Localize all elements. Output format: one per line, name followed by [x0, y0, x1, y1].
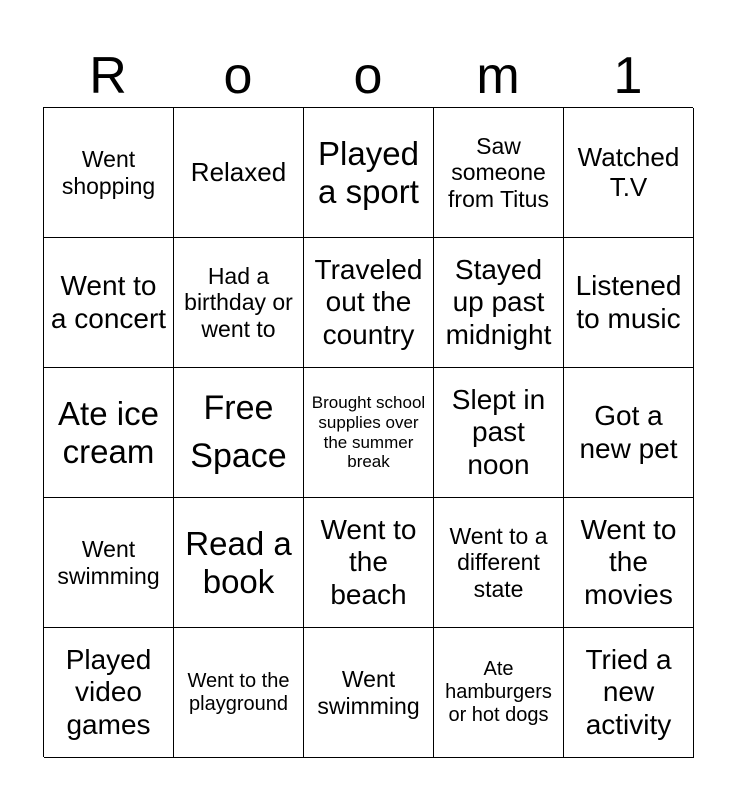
title-letter: m [476, 47, 520, 105]
free-space-cell[interactable]: Free Space [174, 368, 304, 498]
bingo-cell[interactable]: Listened to music [564, 238, 694, 368]
bingo-cell[interactable]: Went swimming [44, 498, 174, 628]
bingo-cell[interactable]: Went swimming [304, 628, 434, 758]
title-letter: o [353, 47, 383, 105]
bingo-cell[interactable]: Stayed up past midnight [434, 238, 564, 368]
bingo-cell[interactable]: Went to the playground [174, 628, 304, 758]
bingo-cell[interactable]: Relaxed [174, 108, 304, 238]
bingo-cell[interactable]: Ate hamburgers or hot dogs [434, 628, 564, 758]
bingo-cell[interactable]: Played a sport [304, 108, 434, 238]
bingo-cell[interactable]: Ate ice cream [44, 368, 174, 498]
bingo-cell[interactable]: Watched T.V [564, 108, 694, 238]
bingo-cell[interactable]: Read a book [174, 498, 304, 628]
bingo-cell[interactable]: Brought school supplies over the summer break [304, 368, 434, 498]
title-letter: 1 [613, 47, 643, 105]
bingo-cell[interactable]: Slept in past noon [434, 368, 564, 498]
title-letter: o [223, 47, 253, 105]
bingo-cell[interactable]: Had a birthday or went to [174, 238, 304, 368]
bingo-cell[interactable]: Played video games [44, 628, 174, 758]
card-title [43, 46, 693, 106]
bingo-cell[interactable]: Went to the beach [304, 498, 434, 628]
bingo-cell[interactable]: Went to a concert [44, 238, 174, 368]
bingo-cell[interactable]: Traveled out the country [304, 238, 434, 368]
bingo-cell[interactable]: Went to the movies [564, 498, 694, 628]
bingo-cell[interactable]: Got a new pet [564, 368, 694, 498]
bingo-cell[interactable]: Tried a new activity [564, 628, 694, 758]
bingo-board [43, 107, 693, 757]
title-letter: R [89, 47, 127, 105]
bingo-cell[interactable]: Saw someone from Titus [434, 108, 564, 238]
bingo-cell[interactable]: Went shopping [44, 108, 174, 238]
bingo-cell[interactable]: Went to a different state [434, 498, 564, 628]
